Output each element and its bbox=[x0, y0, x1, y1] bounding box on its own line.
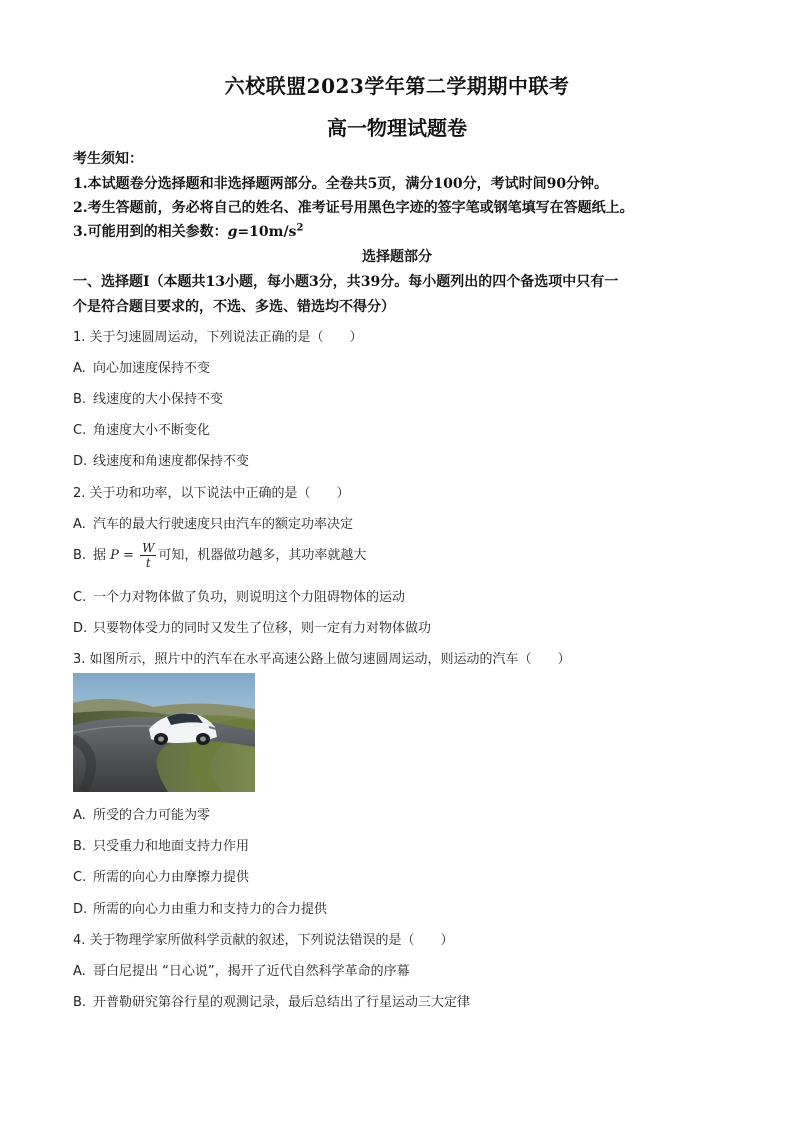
question-2-stem: 2. 关于功和功率，以下说法中正确的是（ ） bbox=[73, 486, 350, 501]
option-text: 汽车的最大行驶速度只由汽车的额定功率决定 bbox=[93, 517, 354, 532]
option-letter: B. bbox=[73, 392, 87, 407]
question-1-option-d[interactable] bbox=[73, 450, 733, 469]
option-letter: A. bbox=[73, 361, 86, 376]
option-letter: D. bbox=[73, 621, 88, 636]
option-text: 只受重力和地面支持力作用 bbox=[93, 839, 250, 854]
notice-item-3-prefix: 3.可能用到的相关参数： bbox=[73, 224, 228, 240]
option-text: 所受的合力可能为零 bbox=[93, 808, 211, 823]
option-letter: C. bbox=[73, 590, 87, 605]
exam-title: 六校联盟2023学年第二学期期中联考 bbox=[224, 74, 570, 98]
part-title: 选择题部分 bbox=[362, 249, 432, 265]
question-1-stem: 1. 关于匀速圆周运动，下列说法正确的是（ ） bbox=[73, 330, 363, 345]
option-text: 所需的向心力由摩擦力提供 bbox=[93, 870, 250, 885]
question-4-option-a[interactable] bbox=[73, 960, 733, 979]
section-heading-line-1: 一、选择题Ⅰ（本题共13小题，每小题3分，共39分。每小题列出的四个备选项中只有一 bbox=[73, 274, 619, 290]
notice-item-2: 2.考生答题前，务必将自己的姓名、准考证号用黑色字迹的签字笔或钢笔填写在答题纸上。 bbox=[73, 200, 634, 216]
option-letter: C. bbox=[73, 423, 87, 438]
option-text: 所需的向心力由重力和支持力的合力提供 bbox=[93, 902, 328, 917]
question-2-option-b[interactable] bbox=[73, 541, 733, 570]
option-text: 可知，机器做功越多，其功率就越大 bbox=[158, 548, 367, 563]
question-3-stem: 3. 如图所示，照片中的汽车在水平高速公路上做匀速圆周运动，则运动的汽车（ ） bbox=[73, 652, 571, 667]
question-2-option-a[interactable] bbox=[73, 513, 733, 532]
gravity-value: =10m/s bbox=[237, 224, 297, 240]
question-2-option-d[interactable] bbox=[73, 617, 733, 636]
option-letter: D. bbox=[73, 454, 88, 469]
option-text: 一个力对物体做了负功，则说明这个力阻碍物体的运动 bbox=[93, 590, 406, 605]
question-3-option-c[interactable] bbox=[73, 866, 733, 885]
question-2-option-c[interactable] bbox=[73, 586, 733, 605]
formula-lhs: P = bbox=[110, 548, 134, 563]
option-letter: C. bbox=[73, 870, 87, 885]
gravity-exponent: 2 bbox=[296, 222, 304, 234]
exam-subtitle: 高一物理试题卷 bbox=[327, 116, 467, 140]
formula-denominator: t bbox=[145, 556, 151, 570]
question-3-option-a[interactable] bbox=[73, 804, 733, 823]
option-text: 向心加速度保持不变 bbox=[93, 361, 211, 376]
option-text: 只要物体受力的同时又发生了位移，则一定有力对物体做功 bbox=[93, 621, 432, 636]
option-text: 线速度的大小保持不变 bbox=[93, 392, 224, 407]
option-text: 哥白尼提出 “日心说”，揭开了近代自然科学革命的序幕 bbox=[93, 964, 410, 979]
question-4-option-b[interactable] bbox=[73, 991, 733, 1010]
section-heading-line-2: 个是符合题目要求的，不选、多选、错选均不得分） bbox=[73, 299, 395, 315]
notice-item-1: 1.本试题卷分选择题和非选择题两部分。全卷共5页，满分100分，考试时间90分钟。 bbox=[73, 176, 609, 192]
notice-item-3 bbox=[73, 221, 733, 241]
question-1-option-a[interactable] bbox=[73, 357, 733, 376]
car-on-highway-photo bbox=[73, 673, 255, 792]
option-letter: B. bbox=[73, 995, 87, 1010]
option-text: 线速度和角速度都保持不变 bbox=[93, 454, 250, 469]
formula-fraction bbox=[140, 541, 156, 570]
option-letter: B. bbox=[73, 548, 87, 563]
question-4-stem: 4. 关于物理学家所做科学贡献的叙述，下列说法错误的是（ ） bbox=[73, 933, 454, 948]
option-letter: A. bbox=[73, 517, 86, 532]
option-letter: A. bbox=[73, 808, 86, 823]
section-heading bbox=[73, 270, 723, 320]
notice-heading: 考生须知： bbox=[73, 151, 143, 167]
gravity-symbol: g bbox=[227, 224, 238, 240]
formula-numerator: W bbox=[142, 541, 155, 555]
question-3-option-d[interactable] bbox=[73, 898, 733, 917]
question-3-option-b[interactable] bbox=[73, 835, 733, 854]
question-1-option-b[interactable] bbox=[73, 388, 733, 407]
option-letter: A. bbox=[73, 964, 86, 979]
option-text: 开普勒研究第谷行星的观测记录，最后总结出了行星运动三大定律 bbox=[93, 995, 471, 1010]
option-text: 角速度大小不断变化 bbox=[93, 423, 211, 438]
option-prefix: 据 bbox=[93, 548, 107, 563]
question-1-option-c[interactable] bbox=[73, 419, 733, 438]
power-formula bbox=[110, 541, 158, 570]
option-letter: B. bbox=[73, 839, 87, 854]
option-letter: D. bbox=[73, 902, 88, 917]
